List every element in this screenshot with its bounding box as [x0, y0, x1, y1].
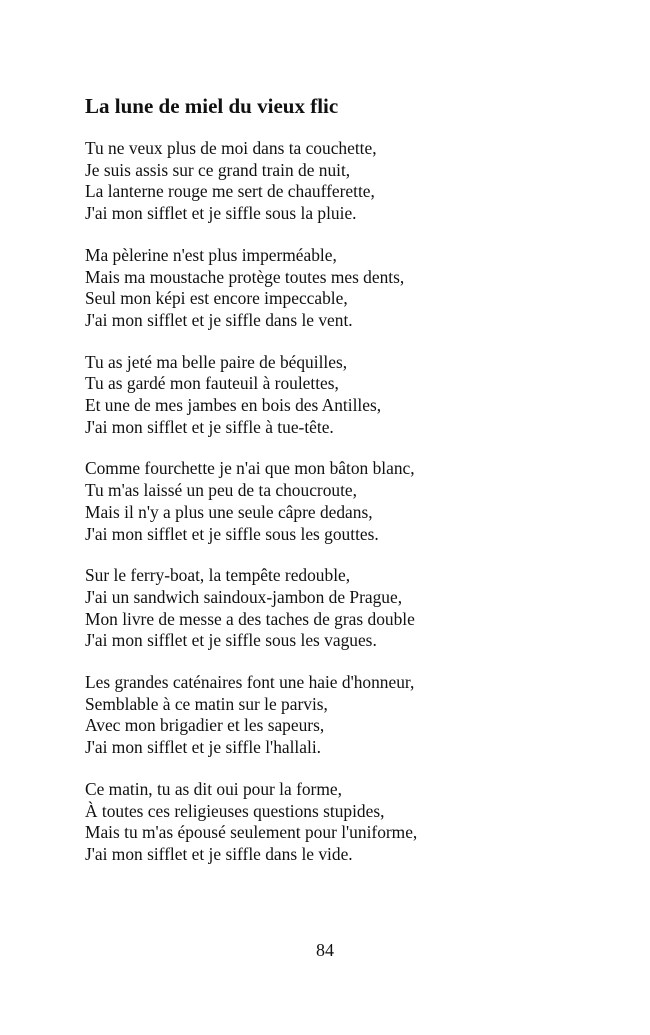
- poem-line: Tu ne veux plus de moi dans ta couchette,: [85, 138, 377, 158]
- poem-title: La lune de miel du vieux flic: [85, 94, 339, 118]
- stanza: [85, 352, 605, 439]
- stanza: [85, 672, 605, 759]
- poem-line: Mais ma moustache protège toutes mes dents,: [85, 266, 405, 287]
- page-number: 84: [316, 940, 334, 960]
- stanza: [85, 565, 605, 652]
- poem-line: J'ai mon sifflet et je siffle sous les gouttes.: [85, 523, 379, 544]
- poem-line: Seul mon képi est encore impeccable,: [85, 288, 348, 309]
- poem-line: Mais il n'y a plus une seule câpre dedans,: [85, 501, 373, 522]
- poem-line: J'ai mon sifflet et je siffle à tue-tête.: [85, 416, 334, 437]
- poem-line: Et une de mes jambes en bois des Antilles,: [85, 395, 382, 416]
- poem-line: Tu as gardé mon fauteuil à roulettes,: [85, 373, 339, 394]
- poem-line: Ce matin, tu as dit oui pour la forme,: [85, 778, 342, 799]
- poem-line: J'ai mon sifflet et je siffle sous les vagues.: [85, 630, 377, 651]
- poem-line: Tu as jeté ma belle paire de béquilles,: [85, 351, 348, 372]
- poem-line: Ma pèlerine n'est plus imperméable,: [85, 244, 337, 265]
- poem-line: Semblable à ce matin sur le parvis,: [85, 693, 328, 714]
- poem-line: Avec mon brigadier et les sapeurs,: [85, 715, 325, 736]
- stanza: [85, 245, 605, 332]
- poem-line: J'ai un sandwich saindoux-jambon de Prague,: [85, 586, 403, 607]
- stanza: [85, 779, 605, 866]
- poem-line: J'ai mon sifflet et je siffle l'hallali.: [85, 737, 321, 758]
- poem-line: Tu m'as laissé un peu de ta choucroute,: [85, 480, 357, 501]
- poem-line: Je suis assis sur ce grand train de nuit,: [85, 159, 351, 180]
- poem-body: [85, 138, 605, 886]
- poem-line: J'ai mon sifflet et je siffle dans le vent.: [85, 309, 353, 330]
- poem-line: J'ai mon sifflet et je siffle dans le vide.: [85, 843, 353, 864]
- poem-line: La lanterne rouge me sert de chaufferette,: [85, 181, 375, 202]
- poem-line: Sur le ferry-boat, la tempête redouble,: [85, 565, 351, 586]
- stanza: [85, 138, 605, 225]
- stanza: [85, 458, 605, 545]
- poem-line: J'ai mon sifflet et je siffle sous la pluie.: [85, 203, 357, 224]
- poem-line: À toutes ces religieuses questions stupides,: [85, 800, 385, 821]
- poem-line: Mais tu m'as épousé seulement pour l'uniforme,: [85, 822, 418, 843]
- poem-line: Les grandes caténaires font une haie d'honneur,: [85, 672, 415, 693]
- poem-line: Comme fourchette je n'ai que mon bâton blanc,: [85, 458, 415, 479]
- poem-line: Mon livre de messe a des taches de gras double: [85, 608, 415, 629]
